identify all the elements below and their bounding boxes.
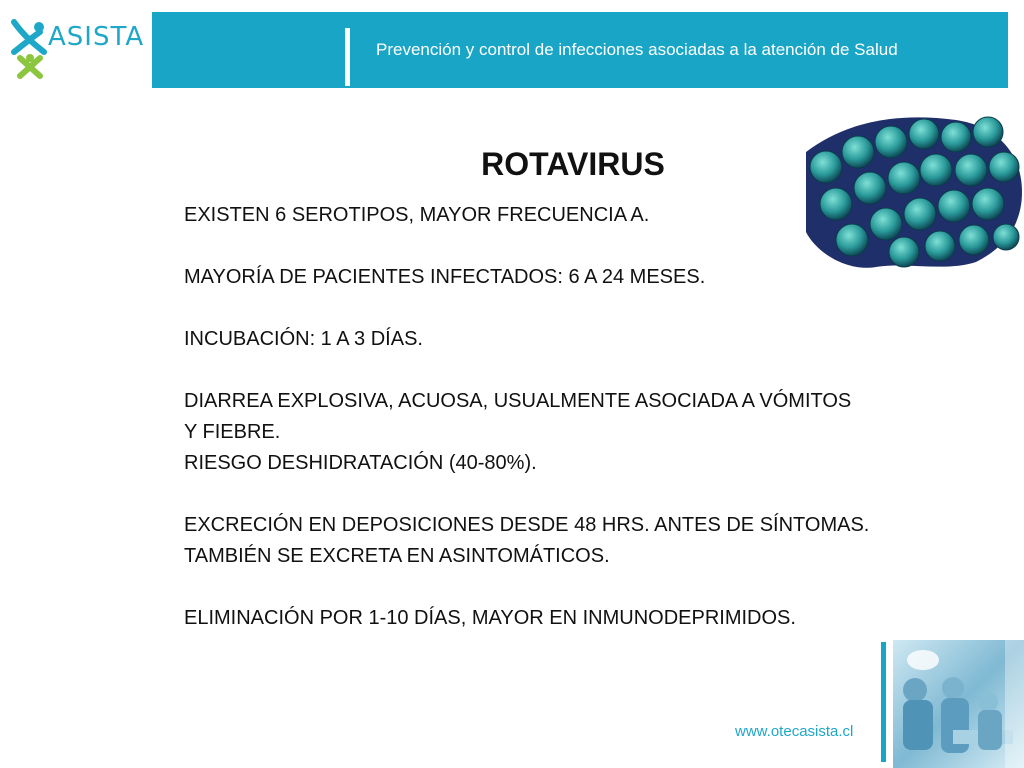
text-line: TAMBIÉN SE EXCRETA EN ASINTOMÁTICOS.	[184, 545, 610, 567]
paragraph-incubation	[184, 324, 914, 355]
surgery-team-image	[893, 640, 1024, 768]
text-line: ELIMINACIÓN POR 1-10 DÍAS, MAYOR EN INMUNODEPRIMIDOS.	[184, 607, 796, 629]
text-line: MAYORÍA DE PACIENTES INFECTADOS: 6 A 24 MESES.	[184, 266, 706, 288]
header-divider	[345, 28, 350, 86]
paragraph-symptoms	[184, 386, 914, 479]
text-line: EXCRECIÓN EN DEPOSICIONES DESDE 48 HRS. ANTES DE SÍNTOMAS.	[184, 514, 870, 536]
text-line: DIARREA EXPLOSIVA, ACUOSA, USUALMENTE ASOCIADA A VÓMITOS	[184, 390, 852, 412]
company-logo	[0, 0, 150, 92]
asista-figure-icon	[10, 18, 50, 82]
paragraph-serotypes	[184, 200, 914, 231]
text-line: RIESGO DESHIDRATACIÓN (40-80%).	[184, 452, 537, 474]
paragraph-excretion	[184, 510, 914, 572]
slide-body	[184, 200, 914, 634]
footer-url[interactable]: www.otecasista.cl	[735, 723, 854, 740]
header-title: Prevención y control de infecciones asociadas a la atención de Salud	[376, 40, 898, 59]
paragraph-elimination	[184, 603, 914, 634]
header-bar	[152, 12, 1008, 88]
footer-accent-bar	[881, 642, 886, 762]
page-title: ROTAVIRUS	[481, 146, 665, 182]
text-line: INCUBACIÓN: 1 A 3 DÍAS.	[184, 328, 423, 350]
text-line: EXISTEN 6 SEROTIPOS, MAYOR FRECUENCIA A.	[184, 204, 650, 226]
text-line: Y FIEBRE.	[184, 421, 281, 443]
logo-text: ASISTA	[48, 22, 145, 52]
paragraph-patients	[184, 262, 914, 293]
